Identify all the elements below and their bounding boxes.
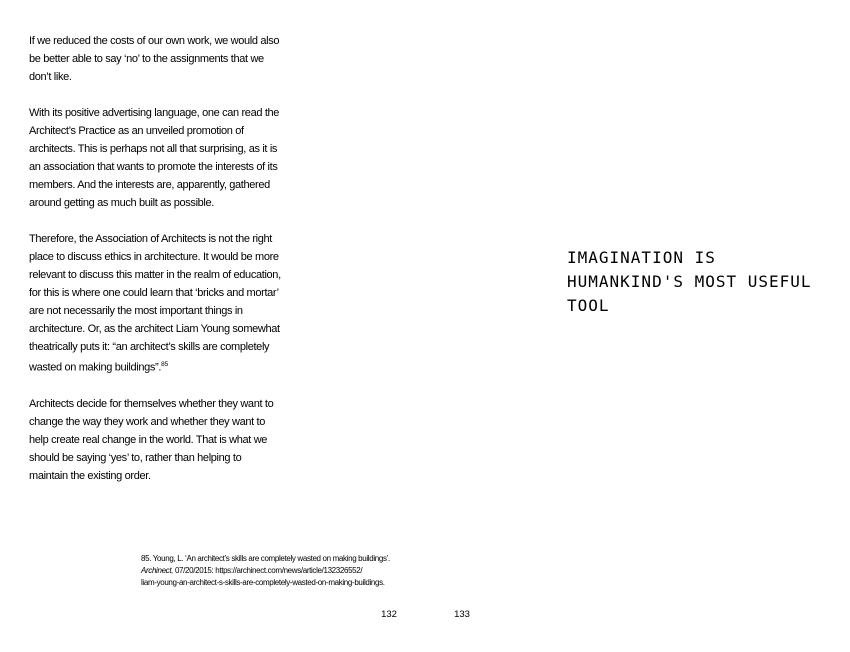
text-line: TOOL: [567, 296, 610, 315]
body-text-column: [29, 32, 294, 485]
page-number-left: 132: [381, 609, 397, 620]
text-line: place to discuss ethics in architecture. It would be more: [29, 251, 279, 263]
text-line: change the way they work and whether they want to: [29, 415, 266, 428]
page-number-right: 133: [454, 609, 470, 620]
footnote-citation-detail: 07/20/2015: https://archinect.com/news/article/132326552/: [173, 566, 363, 575]
footnote-line: [141, 565, 390, 577]
text-line: an association that wants to promote the interests of its: [29, 161, 278, 173]
text-line: maintain the existing order.: [29, 469, 151, 482]
text-line: theatrically puts it: “an architect’s skills are completely: [29, 341, 270, 353]
footnote-reference: 85: [161, 361, 169, 368]
text-line: Architects decide for themselves whether they want to: [29, 397, 274, 410]
paragraph: [29, 395, 294, 485]
text-line: HUMANKIND'S MOST USEFUL: [567, 272, 812, 291]
text-line: IMAGINATION IS: [567, 248, 716, 267]
text-line: With its positive advertising language, one can read the: [29, 107, 280, 119]
footnote: [141, 553, 390, 589]
text-line: architecture. Or, as the architect Liam Young somewhat: [29, 323, 280, 335]
chapter-title: [567, 246, 812, 318]
text-line: relevant to discuss this matter in the realm of education,: [29, 269, 281, 281]
footnote-line: liam-young-an-architect-s-skills-are-completely-wasted-on-making-buildings.: [141, 578, 385, 587]
text-line: around getting as much built as possible.: [29, 197, 214, 209]
page-right: [425, 0, 850, 652]
paragraph: [29, 104, 294, 212]
paragraph: [29, 32, 294, 86]
text-line: Architect’s Practice as an unveiled promotion of: [29, 125, 244, 137]
text-line: wasted on making buildings”.$^{85}$: [29, 361, 169, 374]
paragraph: [29, 230, 294, 377]
text-line: are not necessarily the most important things in: [29, 305, 243, 317]
footnote-source-title: Archinect,: [141, 566, 174, 575]
text-line: for this is where one could learn that ‘bricks and mortar’: [29, 287, 279, 299]
text-line: members. And the interests are, apparently, gathered: [29, 179, 270, 191]
text-line: should be saying ‘yes’ to, rather than helping to: [29, 451, 242, 464]
text-line: help create real change in the world. That is what we: [29, 433, 268, 446]
text-line: If we reduced the costs of our own work, we would also: [29, 35, 280, 47]
text-line: don’t like.: [29, 71, 72, 83]
text-line: Therefore, the Association of Architects is not the right: [29, 233, 272, 245]
footnote-line: 85. Young, L. ‘An architect’s skills are completely wasted on making buildings’.: [141, 554, 390, 563]
text-line: architects. This is perhaps not all that surprising, as it is: [29, 143, 278, 155]
text-line: be better able to say ‘no’ to the assignments that we: [29, 53, 264, 65]
